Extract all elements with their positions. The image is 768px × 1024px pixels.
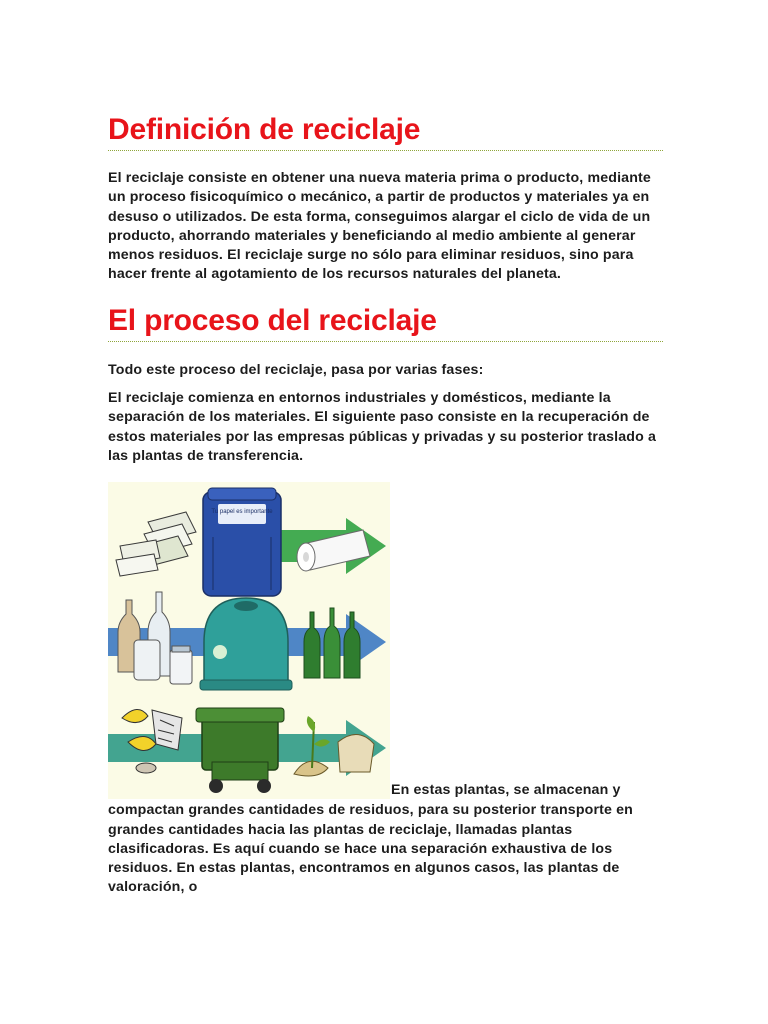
paragraph-proceso: El reciclaje comienza en entornos industriales y domésticos, mediante la separación de los materiales. El siguiente paso consiste en la recuperación de estos materiales por las empresas públicas y privadas y su posterior traslado a las plantas de transferencia. xyxy=(108,390,657,464)
section-definition xyxy=(108,112,663,285)
paragraph-definicion: El reciclaje consiste en obtener una nueva materia prima o producto, mediante un proceso fisicoquímico o mecánico, a partir de productos y materiales ya en desuso o utilizados. De esta forma, conseguimos alargar el ciclo de vida de un producto, ahorrando materiales y beneficiando al medio ambiente al generar menos residuos. El reciclaje surge no sólo para eliminar residuos, sino para hacer frente al agotamiento de los recursos naturales del planeta. xyxy=(108,170,651,283)
green-bottles-icon xyxy=(304,608,360,678)
food-waste-icon xyxy=(122,710,182,774)
paragraph-plantas: compactan grandes cantidades de residuos, para su posterior transporte en grandes cantidades hacia las plantas de reciclaje, llamadas plantas clasificadoras. Es aquí cuando se hace una separación exhaustiva de los residuos. En estas plantas, encontramos en algunos casos, las plantas de valoración, o xyxy=(108,802,633,896)
heading-underline xyxy=(108,150,663,151)
paragraph-inline-after-image: En estas plantas, se almacenan y xyxy=(391,781,621,798)
figure-row xyxy=(108,482,663,799)
books-icon xyxy=(116,512,196,576)
organic-bin-icon xyxy=(196,708,284,793)
recycling-illustration-svg xyxy=(108,482,390,799)
document-page xyxy=(108,112,663,898)
glass-row xyxy=(108,592,386,690)
glass-igloo-bin-icon xyxy=(200,598,292,690)
heading-underline xyxy=(108,341,663,342)
paragraph-intro: Todo este proceso del reciclaje, pasa por varias fases: xyxy=(108,361,484,378)
heading-definicion: Definición de reciclaje xyxy=(108,113,421,146)
heading-proceso: El proceso del reciclaje xyxy=(108,303,437,337)
section-proceso xyxy=(108,303,663,898)
recycling-illustration xyxy=(108,482,390,799)
bin-label: Tu papel es importante xyxy=(211,509,273,516)
blue-paper-bin-icon xyxy=(203,488,281,596)
organic-row xyxy=(108,708,386,793)
paper-row xyxy=(116,488,386,596)
